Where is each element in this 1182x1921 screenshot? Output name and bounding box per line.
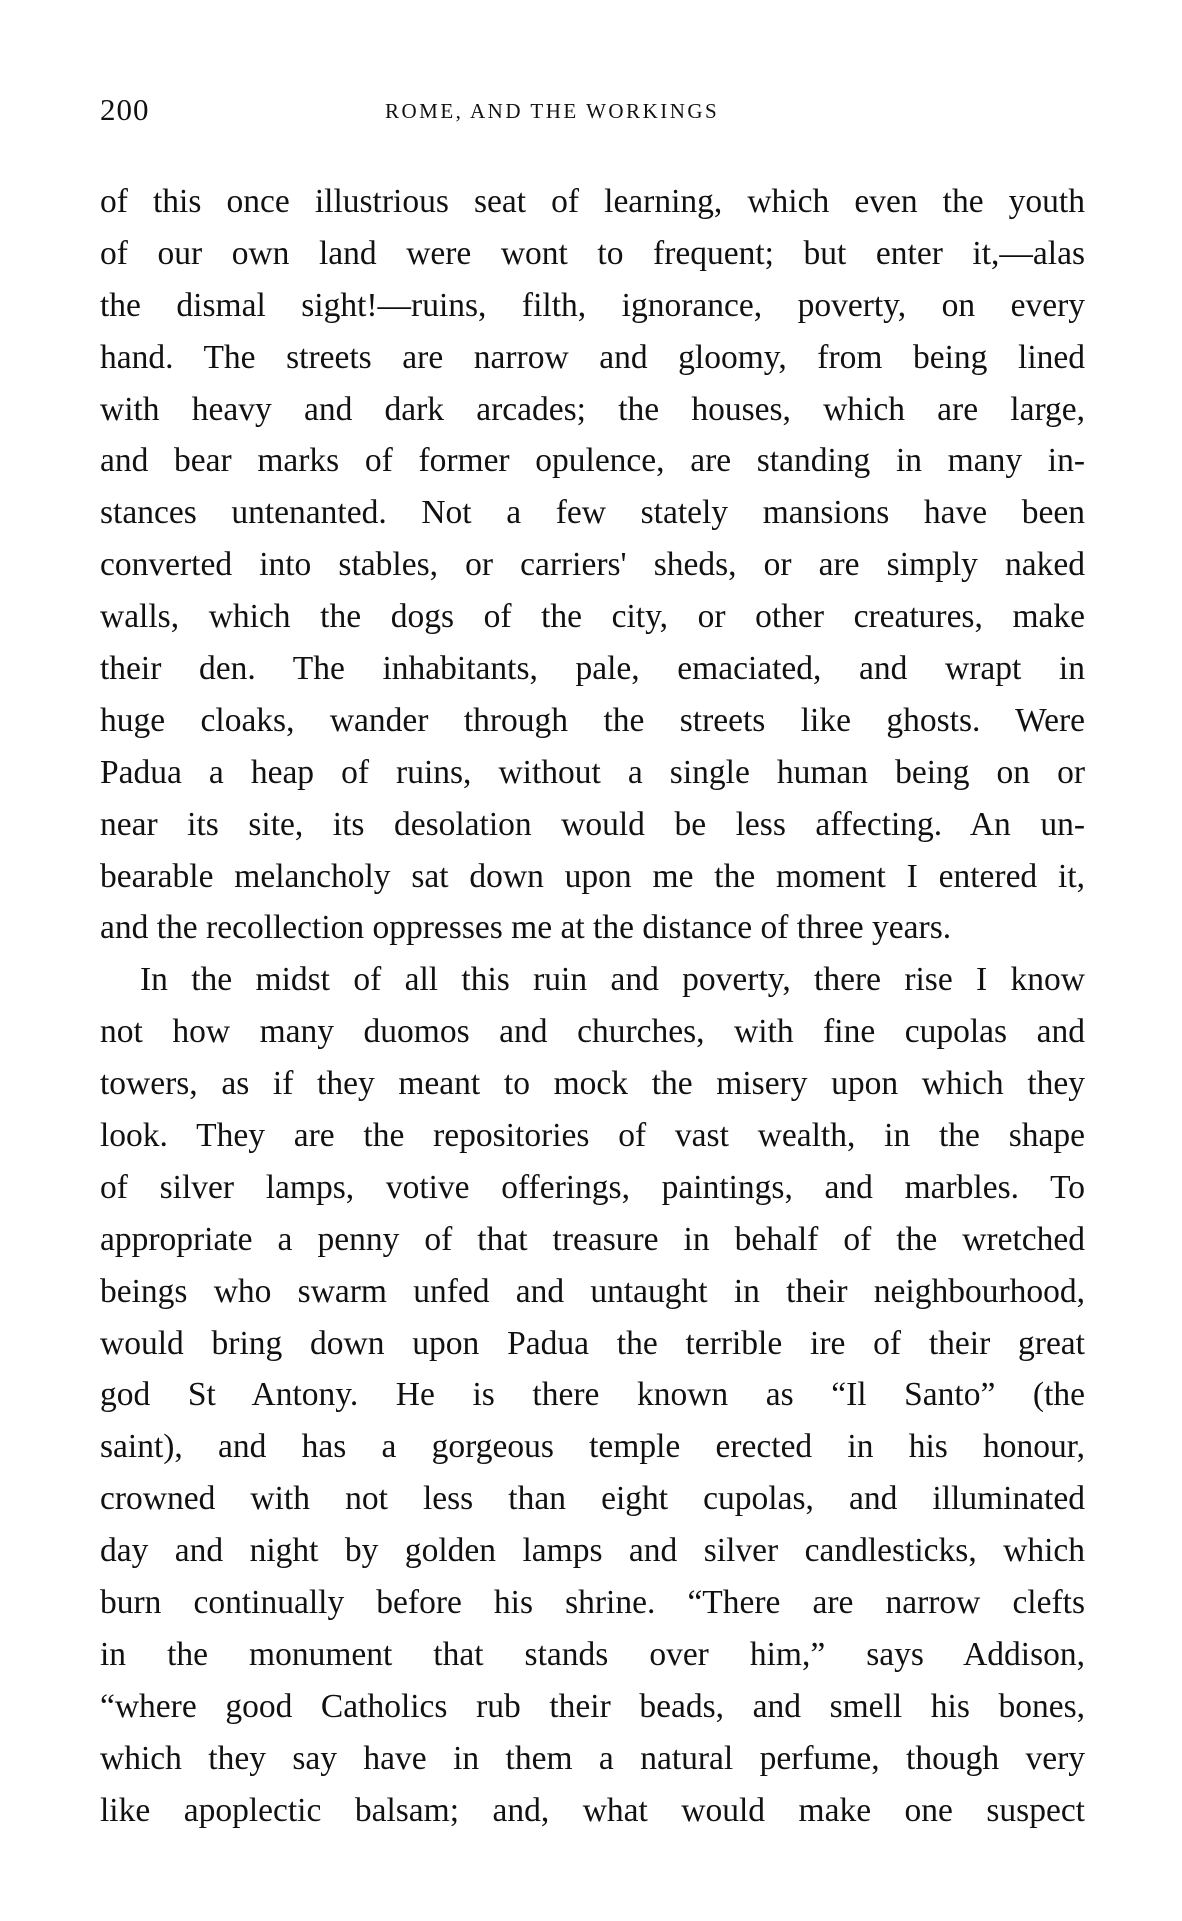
text-line: would bring down upon Padua the terrible ire of their great (100, 1324, 1085, 1362)
paragraph-end-line: and the recollection oppresses me at the distance of three years. (100, 909, 952, 947)
text-line: “where good Catholics rub their beads, and smell his bones, (100, 1687, 1085, 1725)
text-line: like apoplectic balsam; and, what would make one suspect (100, 1791, 1085, 1829)
text-line: look. They are the repositories of vast wealth, in the shape (100, 1117, 1085, 1155)
text-line: beings who swarm unfed and untaught in their neighbourhood, (100, 1272, 1085, 1310)
page-header (100, 92, 1085, 132)
running-title: ROME, AND THE WORKINGS (385, 99, 720, 123)
text-line: converted into stables, or carriers' sheds, or are simply naked (100, 546, 1085, 584)
body-text (100, 176, 1085, 1837)
text-line: hand. The streets are narrow and gloomy, from being lined (100, 338, 1085, 376)
text-line: of silver lamps, votive offerings, paintings, and marbles. To (100, 1168, 1085, 1206)
text-line: crowned with not less than eight cupolas, and illuminated (100, 1480, 1085, 1518)
text-line: saint), and has a gorgeous temple erected in his honour, (100, 1428, 1085, 1466)
text-line: not how many duomos and churches, with fine cupolas and (100, 1013, 1085, 1051)
text-line: god St Antony. He is there known as “Il Santo” (the (100, 1376, 1085, 1414)
text-line: of this once illustrious seat of learning, which even the youth (100, 183, 1085, 220)
text-line: huge cloaks, wander through the streets like ghosts. Were (100, 701, 1085, 739)
text-line: with heavy and dark arcades; the houses, which are large, (100, 390, 1085, 428)
text-line: day and night by golden lamps and silver candlesticks, which (100, 1532, 1085, 1570)
text-line: Padua a heap of ruins, without a single human being on or (100, 753, 1085, 791)
text-line: the dismal sight!—ruins, filth, ignorance, poverty, on every (100, 286, 1085, 324)
text-line: appropriate a penny of that treasure in behalf of the wretched (100, 1220, 1085, 1258)
text-line: of our own land were wont to frequent; but enter it,—alas (100, 234, 1085, 272)
text-line: towers, as if they meant to mock the misery upon which they (100, 1065, 1085, 1103)
paragraph-start-line: In the midst of all this ruin and poverty, there rise I know (140, 961, 1085, 999)
text-line: burn continually before his shrine. “There are narrow clefts (100, 1584, 1085, 1622)
text-line: near its site, its desolation would be less affecting. An un- (100, 805, 1085, 843)
text-line: and bear marks of former opulence, are standing in many in- (100, 442, 1085, 480)
text-line: their den. The inhabitants, pale, emaciated, and wrapt in (100, 650, 1085, 688)
text-line: which they say have in them a natural perfume, though very (100, 1739, 1085, 1777)
text-line: bearable melancholy sat down upon me the moment I entered it, (100, 857, 1085, 895)
text-line: stances untenanted. Not a few stately mansions have been (100, 494, 1085, 532)
text-line: walls, which the dogs of the city, or other creatures, make (100, 598, 1085, 636)
text-line: in the monument that stands over him,” says Addison, (100, 1635, 1085, 1673)
page-number: 200 (100, 92, 150, 127)
